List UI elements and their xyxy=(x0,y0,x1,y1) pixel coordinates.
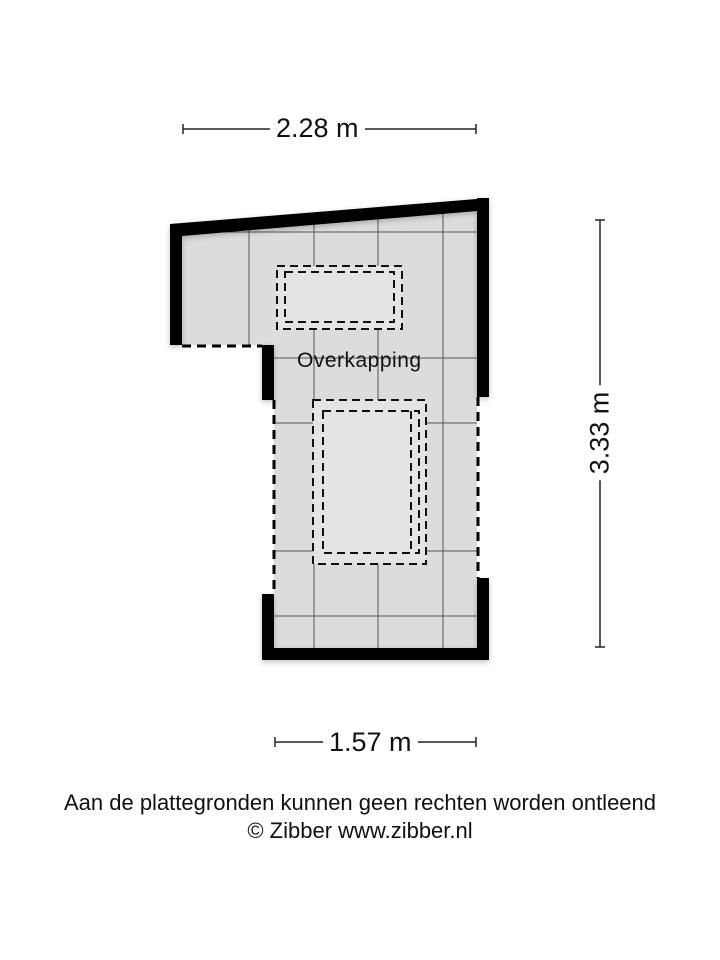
dimension-right-height: 3.33 m xyxy=(585,386,616,481)
skylight-top xyxy=(277,266,402,329)
skylight-bottom xyxy=(313,400,426,564)
disclaimer-text: Aan de plattegronden kunnen geen rechten worden ontleend xyxy=(63,790,657,815)
left-wall-upper xyxy=(170,224,182,345)
bottom-wall xyxy=(262,648,489,660)
room-label: Overkapping xyxy=(297,349,422,372)
right-wall-lower xyxy=(477,578,489,660)
left-wall-inner xyxy=(262,345,274,400)
right-wall-upper xyxy=(477,198,489,397)
dimension-top-width: 2.28 m xyxy=(270,113,365,144)
copyright-text: © Zibber www.zibber.nl xyxy=(247,818,473,843)
dimension-bottom-width: 1.57 m xyxy=(323,727,418,758)
